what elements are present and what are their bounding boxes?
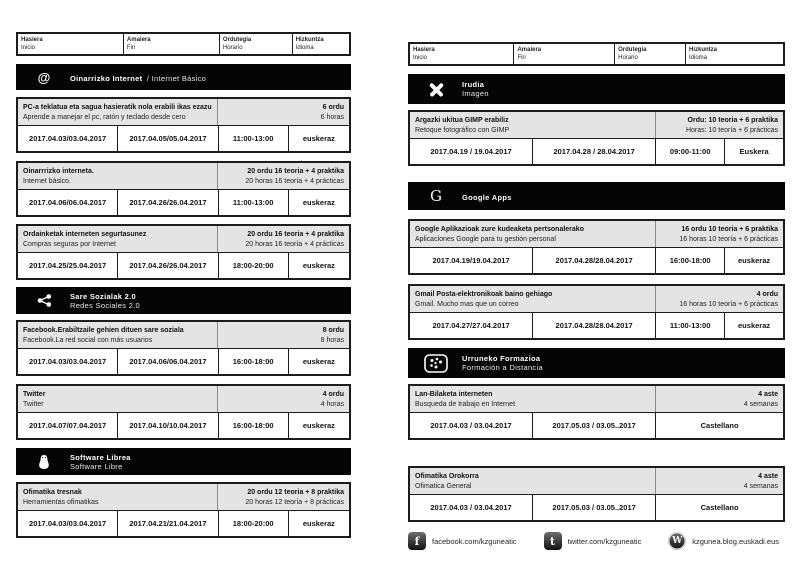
course-schedule-row [410,139,783,164]
course-card-pc-basics [16,97,351,153]
header-cell-start [410,44,514,64]
end-date-cell: 2017.04.10/10.04.2017 [118,413,218,438]
course-head [18,226,349,253]
language-cell: euskeraz [302,198,335,207]
course-head [410,221,783,248]
end-date-cell: 2017.04.26/26.04.2017 [118,253,218,278]
header-label-eu: Hasiera [413,47,435,53]
course-schedule-row [410,313,783,338]
distance-learning-icon [420,354,452,373]
course-card-job-search [408,384,785,440]
end-date-cell: 2017.04.06/06.04.2017 [118,349,218,374]
facebook-icon: f [408,532,426,550]
start-date-cell: 2017.04.19/19.04.2017 [410,248,533,273]
header-label-es: Inicio [21,45,36,51]
language-cell: Castellano [700,503,739,512]
header-cell-language [293,34,349,54]
course-head [18,99,349,126]
course-schedule-row [410,413,783,438]
schedule-header-table-right [408,42,785,66]
course-duration: 4 aste 4 semanas [743,391,778,408]
course-duration: 20 ordu 16 teoria + 4 praktika 20 horas 16 teoría + 4 prácticas [245,231,344,248]
time-cell: 11:00-13:00 [219,190,289,215]
course-card-facebook [16,320,351,376]
time-cell: 16:00-18:00 [219,413,289,438]
course-duration: 20 ordu 12 teoria + 8 praktika 20 horas 12 teoría + 8 prácticas [245,489,344,506]
course-title: Ofimatika Orokorra [415,473,479,480]
course-card-google-apps [408,219,785,275]
course-titles [18,322,218,348]
course-head [18,322,349,349]
banner-title: Urruneko Formazioa Formación a Distancia [462,354,543,372]
header-label-eu: Hizkuntza [689,47,718,53]
course-title: Argazki ukitua GIMP erabiliz [415,117,509,124]
facebook-url: facebook.com/kzguneatic [432,536,517,546]
start-date-cell: 2017.04.07/07.04.2017 [18,413,118,438]
course-subtitle: Compras seguras por Internet [23,240,116,248]
blog-url: kzgunea.blog.euskadi.eus [692,536,779,546]
course-head [410,286,783,313]
course-schedule-row [18,511,349,536]
course-title: Oinarrrizko interneta. [23,168,94,175]
header-label-es: Fin [517,55,526,61]
banner-title: Oinarrizko Internet / Internet Básico [70,74,207,83]
schedule-header-table-left [16,32,351,56]
at-icon: @ [37,69,51,85]
course-duration: 20 ordu 16 teoria + 4 praktika 20 horas 16 teoría + 4 prácticas [245,168,344,185]
course-subtitle: Aprende a manejar el pc, ratón y teclado desde cero [23,113,186,121]
course-subtitle: Ofimatica General [415,482,472,490]
course-title: PC-a teklatua eta sagua hasieratik nola erabili ikas ezazu [23,104,212,111]
course-card-general-office [408,466,785,522]
course-head [410,112,783,139]
end-date-cell: 2017.04.21/21.04.2017 [118,511,218,536]
banner-title: Software Librea Software Libre [70,452,131,471]
header-label-eu: Amaiera [126,37,151,43]
time-cell: 11:00-13:00 [656,313,725,338]
course-subtitle: Facebook.La red social con más usuarios [23,336,153,344]
course-subtitle: Aplicaciones Google para tu gestión personal [415,235,556,243]
course-subtitle: Retoque fotográfico con GIMP [415,126,510,134]
blog-link[interactable] [668,532,779,550]
start-date-cell: 2017.04.03/03.04.2017 [18,511,118,536]
language-cell: euskeraz [302,421,335,430]
header-label-es: Idioma [295,45,314,51]
end-date-cell: 2017.04.26/26.04.2017 [118,190,218,215]
course-titles [410,221,656,247]
course-schedule-row [18,413,349,438]
header-label-es: Inicio [413,55,428,61]
course-title: Google Aplikazioak zure kudeaketa pertsonalerako [415,226,584,233]
start-date-cell: 2017.04.19 / 19.04.2017 [410,139,533,164]
x-tools-icon [420,82,452,97]
header-label-eu: Ordutegia [222,37,252,43]
course-titles [410,386,656,412]
time-cell: 18:00-20:00 [219,511,289,536]
time-cell: 18:00-20:00 [219,253,289,278]
share-icon [28,294,60,307]
course-duration: 6 ordu 6 horas [320,104,344,121]
language-cell: euskeraz [302,519,335,528]
time-cell: 09:00-11:00 [656,139,725,164]
header-cell-end [514,44,615,64]
right-column [408,42,785,550]
penguin-icon [28,455,60,469]
banner-title: Google Apps [462,193,512,202]
course-subtitle: Twitter [23,400,44,408]
end-date-cell: 2017.04.28 / 28.04.2017 [533,139,656,164]
course-schedule-row [410,495,783,520]
time-cell: 16:00-18:00 [656,248,725,273]
course-schedule-row [18,190,349,215]
twitter-link[interactable] [544,532,642,550]
start-date-cell: 2017.04.03 / 03.04.2017 [410,413,533,438]
header-label-eu: Amaiera [517,47,542,53]
time-cell: 16:00-18:00 [219,349,289,374]
course-duration: 4 ordu 4 horas [320,391,344,408]
header-cell-end [124,34,220,54]
banner-title: Irudia Imagen [462,80,489,98]
section-banner-basic-internet [16,64,351,90]
course-duration: 16 ordu 10 teoria + 6 praktika 16 horas 10 teoría + 6 prácticas [679,226,778,243]
language-cell: euskeraz [738,256,771,265]
header-cell-time [615,44,686,64]
course-title: Lan-Bilaketa interneten [415,391,493,398]
course-card-office-tools [16,482,351,538]
end-date-cell: 2017.05.03 / 03.05..2017 [533,495,656,520]
course-head [410,386,783,413]
course-title: Ordainketak interneten segurtasunez [23,231,147,238]
start-date-cell: 2017.04.03/03.04.2017 [18,126,118,151]
twitter-url: twitter.com/kzguneatic [567,536,642,546]
banner-title: Sare Sozialak 2.0 Redes Sociales 2.0 [70,291,141,310]
course-schedule-row [18,349,349,374]
language-cell: Euskera [739,147,769,156]
course-duration: 8 ordu 8 horas [320,327,344,344]
course-title: Facebook.Erabiltzaile gehien dituen sare soziala [23,327,184,334]
header-label-es: Horario [222,45,243,51]
course-title: Ofimatika tresnak [23,489,82,496]
course-card-gimp [408,110,785,166]
start-date-cell: 2017.04.03 / 03.04.2017 [410,495,533,520]
course-card-basic-internet [16,161,351,217]
start-date-cell: 2017.04.27/27.04.2017 [410,313,533,338]
course-title: Twitter [23,391,46,398]
language-cell: Castellano [700,421,739,430]
twitter-icon: t [544,532,562,550]
course-titles [18,163,218,189]
course-card-secure-payments [16,224,351,280]
course-titles [410,286,656,312]
section-banner-image [408,74,785,104]
end-date-cell: 2017.04.28/28.04.2017 [533,313,656,338]
course-titles [410,468,656,494]
left-column [16,32,351,538]
course-titles [18,484,218,510]
header-cell-language [686,44,783,64]
time-cell: 11:00-13:00 [219,126,289,151]
start-date-cell: 2017.04.25/25.04.2017 [18,253,118,278]
course-title: Gmail Posta-elektronikoak baino gehiago [415,291,553,298]
start-date-cell: 2017.04.03/03.04.2017 [18,349,118,374]
language-cell: euskeraz [738,321,771,330]
course-subtitle: Gmail. Mucho mas que un correo [415,300,519,308]
header-label-eu: Hizkuntza [295,37,324,43]
course-card-gmail [408,284,785,340]
course-duration: Ordu: 10 teoria + 6 praktika Horas: 10 teoría + 6 prácticas [685,117,778,134]
course-schedule-row [18,126,349,151]
start-date-cell: 2017.04.06/06.04.2017 [18,190,118,215]
course-titles [18,226,218,252]
wordpress-icon: W [668,532,686,550]
course-titles [410,112,656,138]
course-head [18,484,349,511]
language-cell: euskeraz [302,261,335,270]
section-banner-free-software [16,448,351,475]
end-date-cell: 2017.04.05/05.04.2017 [118,126,218,151]
course-duration: 4 aste 4 semanas [743,473,778,490]
course-schedule-row [410,248,783,273]
course-subtitle: Busqueda de trabajo en Internet [415,400,516,408]
header-label-es: Horario [618,55,638,61]
header-label-es: Idioma [689,55,708,61]
header-label-eu: Ordutegia [618,47,647,53]
course-card-twitter [16,384,351,440]
section-banner-social-networks [16,287,351,314]
header-cell-time [220,34,293,54]
header-label-es: Fin [126,45,136,51]
header-label-eu: Hasiera [21,37,43,43]
section-banner-google-apps [408,182,785,210]
section-banner-distance-learning [408,348,785,378]
course-titles [18,99,218,125]
facebook-link[interactable] [408,532,517,550]
course-head [18,386,349,413]
end-date-cell: 2017.04.28/28.04.2017 [533,248,656,273]
end-date-cell: 2017.05.03 / 03.05..2017 [533,413,656,438]
google-g-icon: G [430,186,442,205]
header-cell-start [18,34,124,54]
course-head [410,468,783,495]
course-subtitle: Herramientas ofimatikas [23,498,99,506]
language-cell: euskeraz [302,134,335,143]
course-schedule-row [18,253,349,278]
course-head [18,163,349,190]
language-cell: euskeraz [302,357,335,366]
course-duration: 4 ordu 16 horas 10 teoría + 6 prácticas [679,291,778,308]
course-subtitle: Internet básico. [23,177,71,185]
footer-social-bar [408,532,785,550]
course-titles [18,386,218,412]
